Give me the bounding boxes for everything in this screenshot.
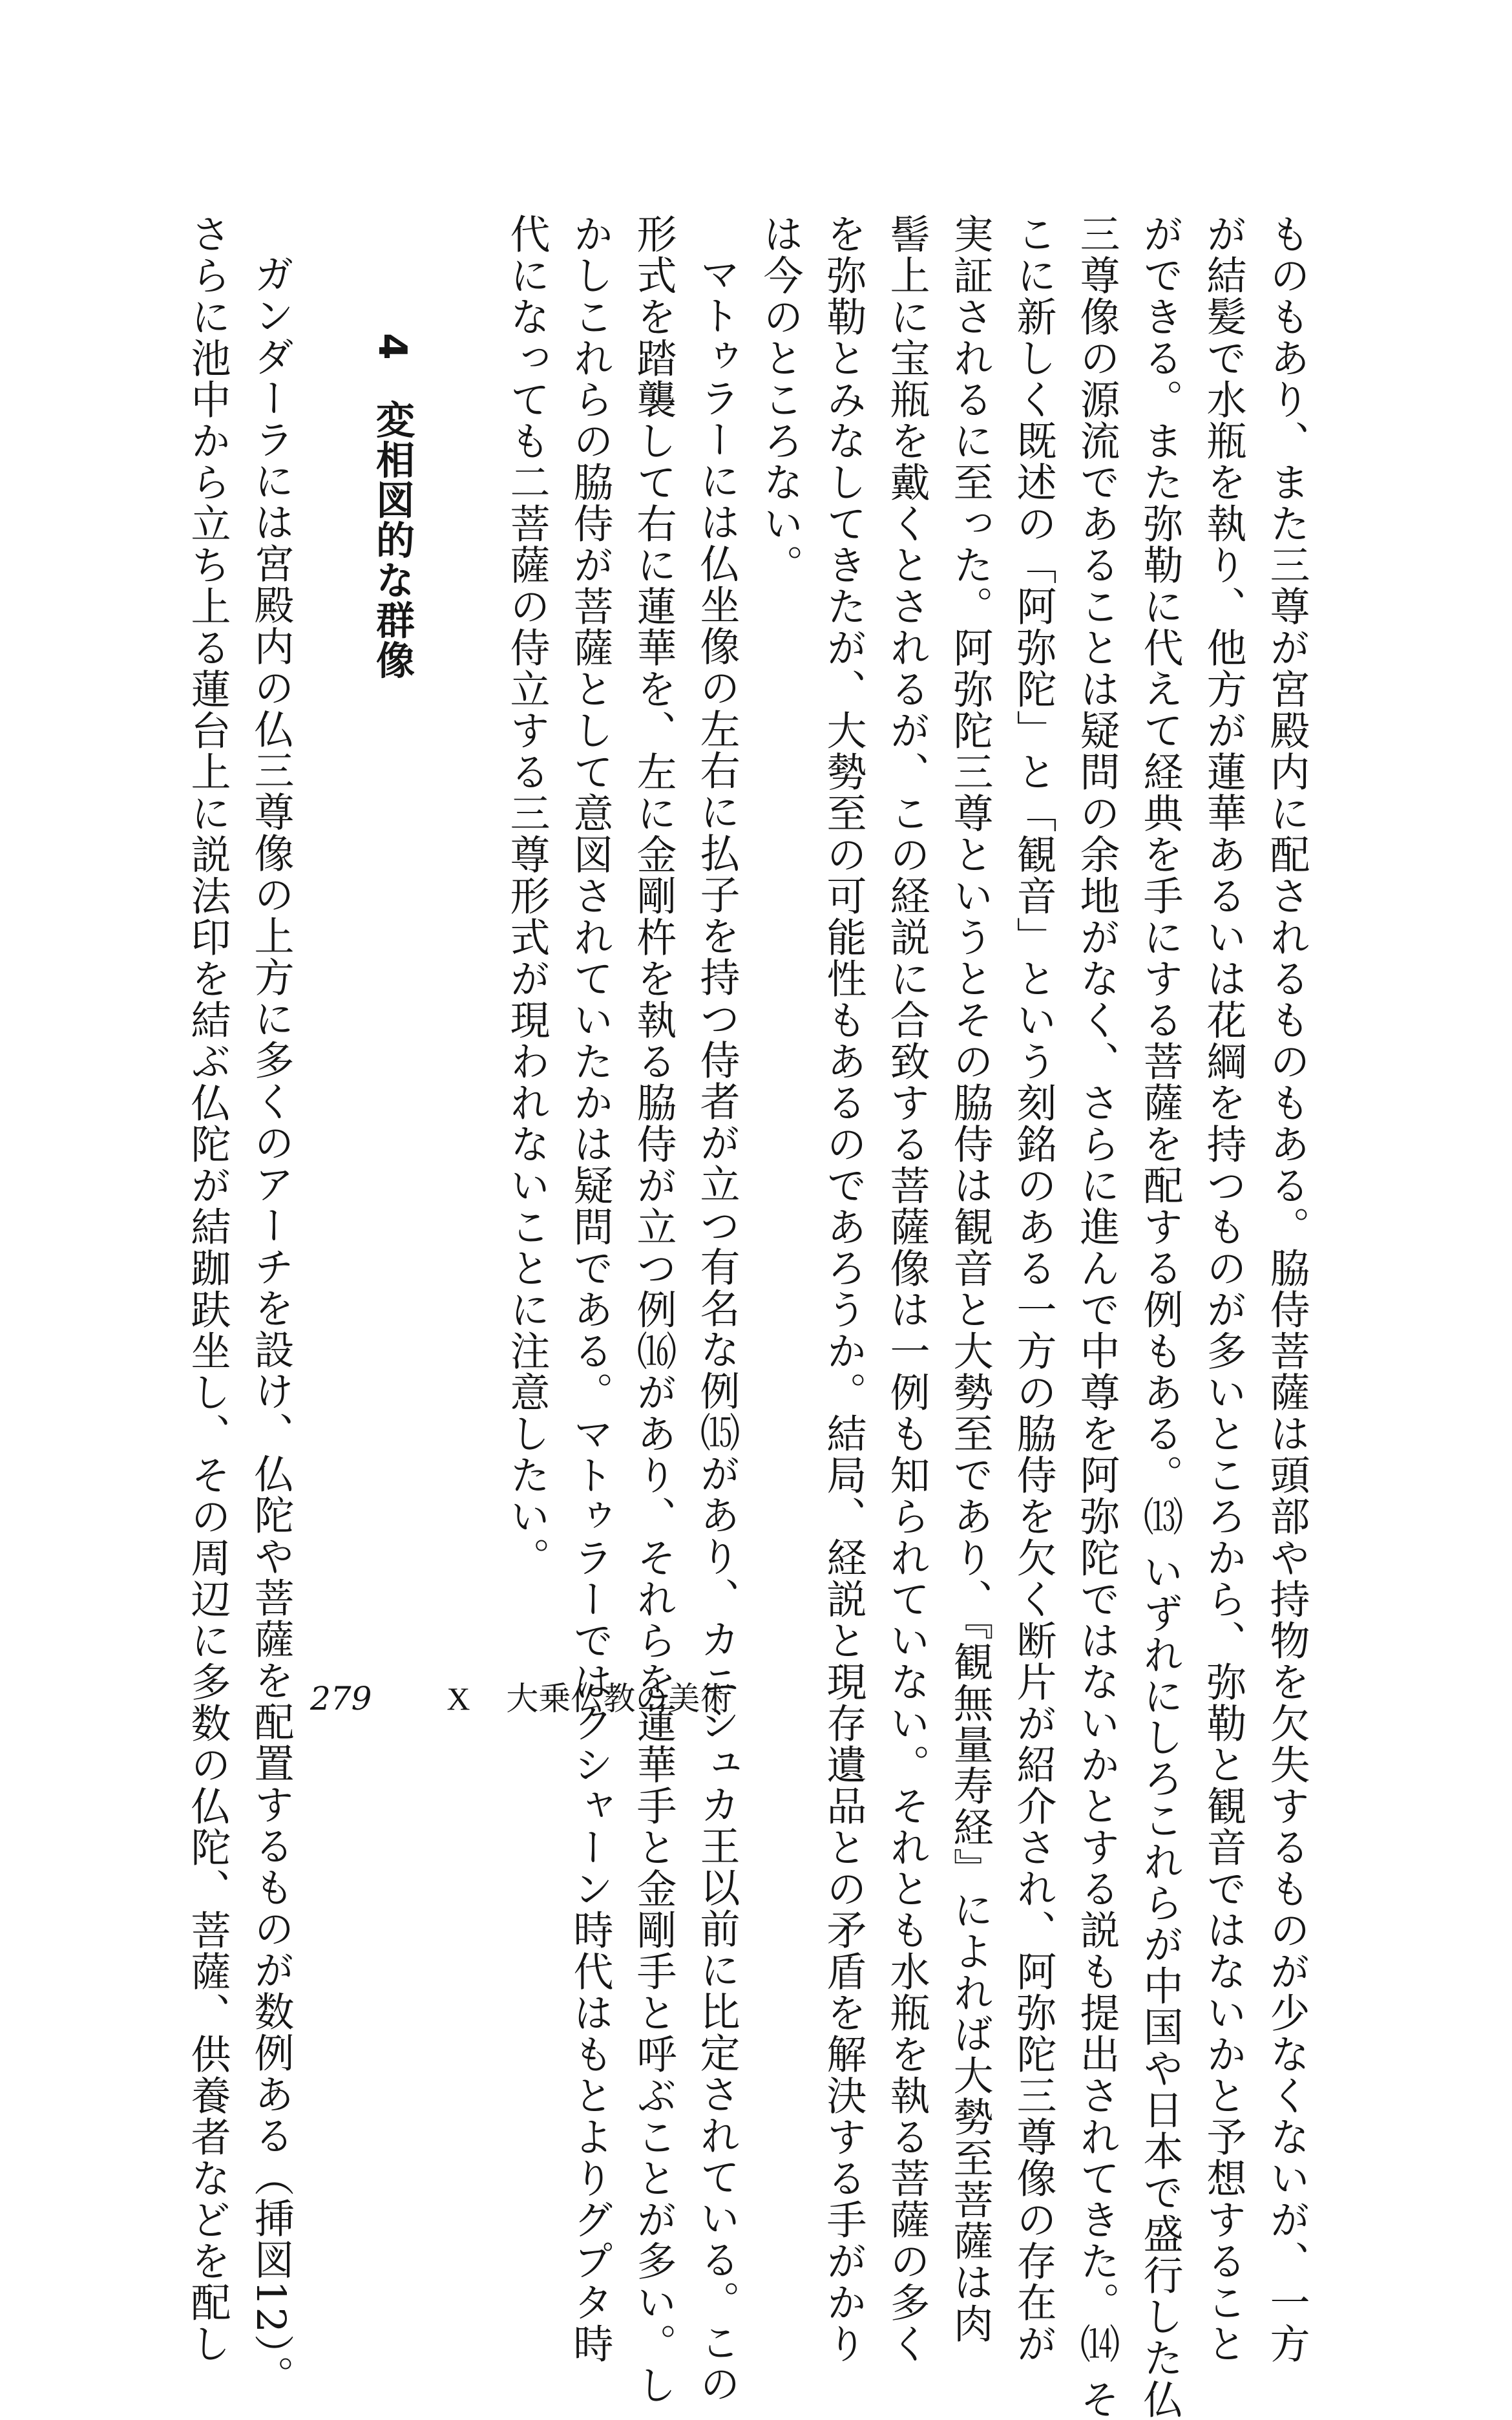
text-line: は今のところない。 <box>757 213 804 586</box>
text-line: が結髪で水瓶を執り、他方が蓮華あるいは花綱を持つものが多いところから、弥勒と観音ではないかと予想すること <box>1200 213 1247 2364</box>
text-line: 形式を踏襲して右に蓮華を、左に金剛杵を執る脇侍が立つ例⒃があり、それらを蓮華手と金剛手と呼ぶことが多い。し <box>630 213 677 2406</box>
text-line: ガンダーラには宮殿内の仏三尊像の上方に多くのアーチを設け、仏陀や菩薩を配置するものが数例ある（挿図12）。 <box>247 253 295 2397</box>
text-line: さらに池中から立ち上る蓮台上に説法印を結ぶ仏陀が結跏趺坐し、その周辺に多数の仏陀、菩薩、供養者などを配し <box>184 213 231 2364</box>
section-title: 変相図的な群像 <box>370 399 415 681</box>
page-number: 279 <box>310 1680 372 1717</box>
text-line: ものもあり、また三尊が宮殿内に配されるものもある。脇侍菩薩は頭部や持物を欠失するものが少なくないが、一方 <box>1263 213 1310 2364</box>
text-line: を弥勒とみなしてきたが、大勢至の可能性もあるのであろうか。結局、経説と現存遺品との矛盾を解決する手がかり <box>820 213 867 2364</box>
text-line: 代になっても二菩薩の侍立する三尊形式が現われないことに注意したい。 <box>503 213 551 1578</box>
text-line: こに新しく既述の「阿弥陀」と「観音」という刻銘のある一方の脇侍を欠く断片が紹介され、阿弥陀三尊像の存在が <box>1010 213 1057 2364</box>
page-footer <box>310 1673 732 1719</box>
text-line: 実証されるに至った。阿弥陀三尊というとその脇侍は観音と大勢至であり、『観無量寿経』によれば大勢至菩薩は肉 <box>947 213 994 2344</box>
text-line: ができる。また弥勒に代えて経典を手にする菩薩を配する例もある。⒀ いずれにしろこれらが中国や日本で盛行した仏 <box>1137 213 1184 2420</box>
section-number: 4 <box>370 333 415 361</box>
chapter-title: 大乗仏教の美術 <box>506 1680 733 1717</box>
chapter-number: X <box>446 1681 470 1717</box>
text-line: マトゥラーには仏坐像の左右に払子を持つ侍者が立つ有名な例⒂があり、カニシュカ王以前に比定されている。この <box>693 253 740 2404</box>
text-line: 髻上に宝瓶を戴くとされるが、この経説に合致する菩薩像は一例も知られていない。それとも水瓶を執る菩薩の多く <box>883 213 930 2364</box>
text-line: 三尊像の源流であることは疑問の余地がなく、さらに進んで中尊を阿弥陀ではないかとする説も提出されてきた。⒁ そ <box>1073 213 1120 2420</box>
text-line: かしこれらの脇侍が菩薩として意図されていたかは疑問である。マトゥラーではクシャーン時代はもとよりグプタ時 <box>567 213 614 2364</box>
